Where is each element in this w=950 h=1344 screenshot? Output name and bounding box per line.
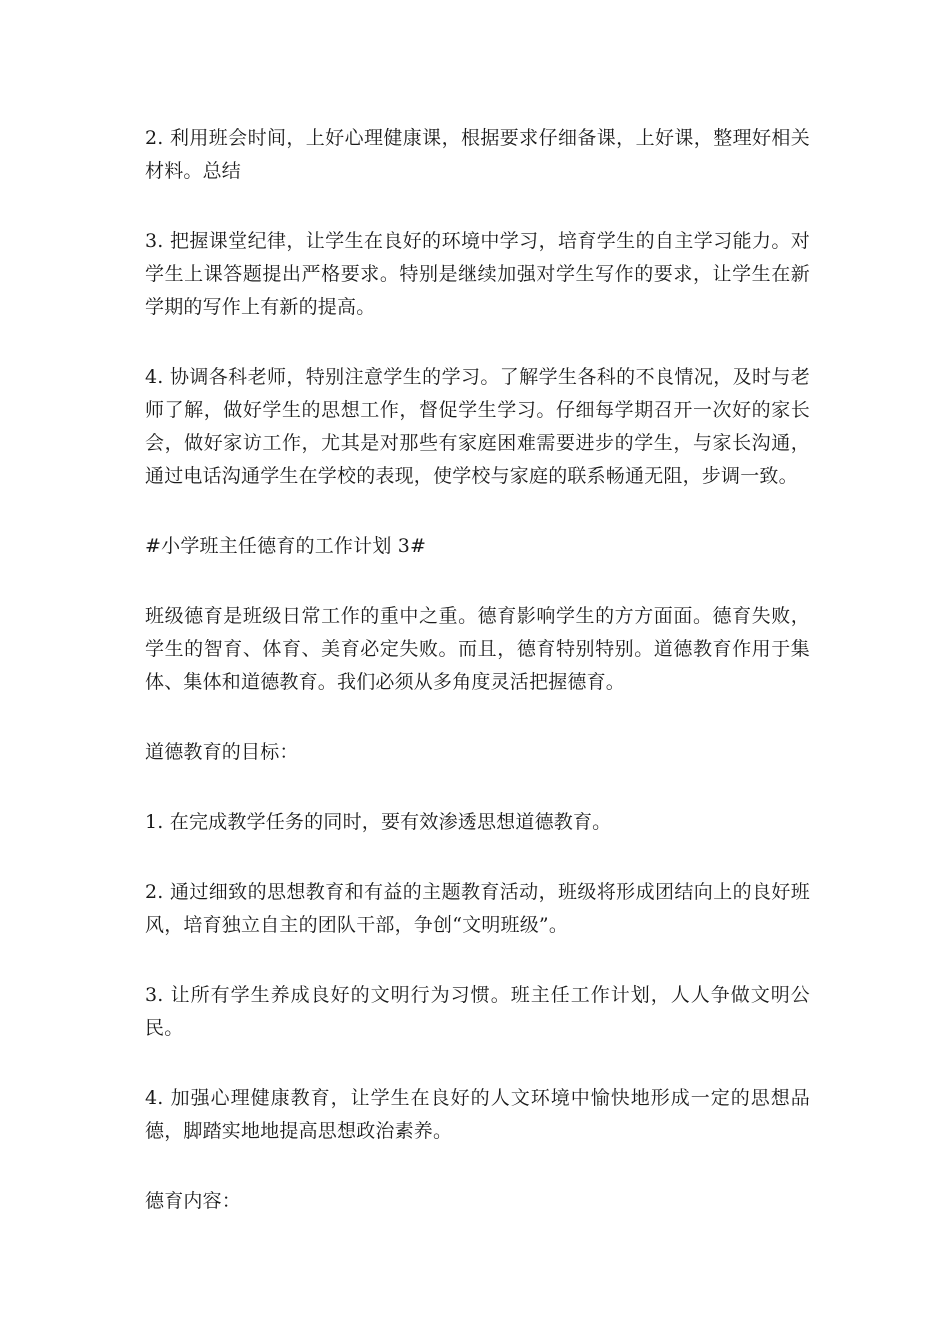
paragraph-item-4: 4. 协调各科老师，特别注意学生的学习。了解学生各科的不良情况，及时与老师了解，做好学生的思想工作，督促学生学习。仔细每学期召开一次好的家长会，做好家访工作，尤其是对那些有家庭困难需要进步的学生，与家长沟通，通过电话沟通学生在学校的表现，使学校与家庭的联系畅通无阻，步调一致。 xyxy=(145,366,810,487)
goals-heading: 道德教育的目标： xyxy=(145,741,299,763)
goal-item-1: 1. 在完成教学任务的同时，要有效渗透思想道德教育。 xyxy=(145,811,612,833)
paragraph-item-2: 2. 利用班会时间，上好心理健康课，根据要求仔细备课，上好课，整理好相关材料。总结 xyxy=(145,127,810,182)
paragraph-item-3: 3. 把握课堂纪律，让学生在良好的环境中学习，培育学生的自主学习能力。对学生上课答题提出严格要求。特别是继续加强对学生写作的要求，让学生在新学期的写作上有新的提高。 xyxy=(145,230,810,318)
goal-item-4: 4. 加强心理健康教育，让学生在良好的人文环境中愉快地形成一定的思想品德，脚踏实地地提高思想政治素养。 xyxy=(145,1087,810,1142)
intro-paragraph: 班级德育是班级日常工作的重中之重。德育影响学生的方方面面。德育失败，学生的智育、体育、美育必定失败。而且，德育特别特别。道德教育作用于集体、集体和道德教育。我们必须从多角度灵活把握德育。 xyxy=(145,605,810,693)
section-heading: #小学班主任德育的工作计划 3# xyxy=(145,535,427,557)
goal-item-3: 3. 让所有学生养成良好的文明行为习惯。班主任工作计划，人人争做文明公民。 xyxy=(145,984,810,1039)
content-heading: 德育内容： xyxy=(145,1190,242,1212)
document-body xyxy=(145,122,810,1255)
goal-item-2: 2. 通过细致的思想教育和有益的主题教育活动，班级将形成团结向上的良好班风，培育独立自主的团队干部，争创“文明班级”。 xyxy=(145,881,810,936)
